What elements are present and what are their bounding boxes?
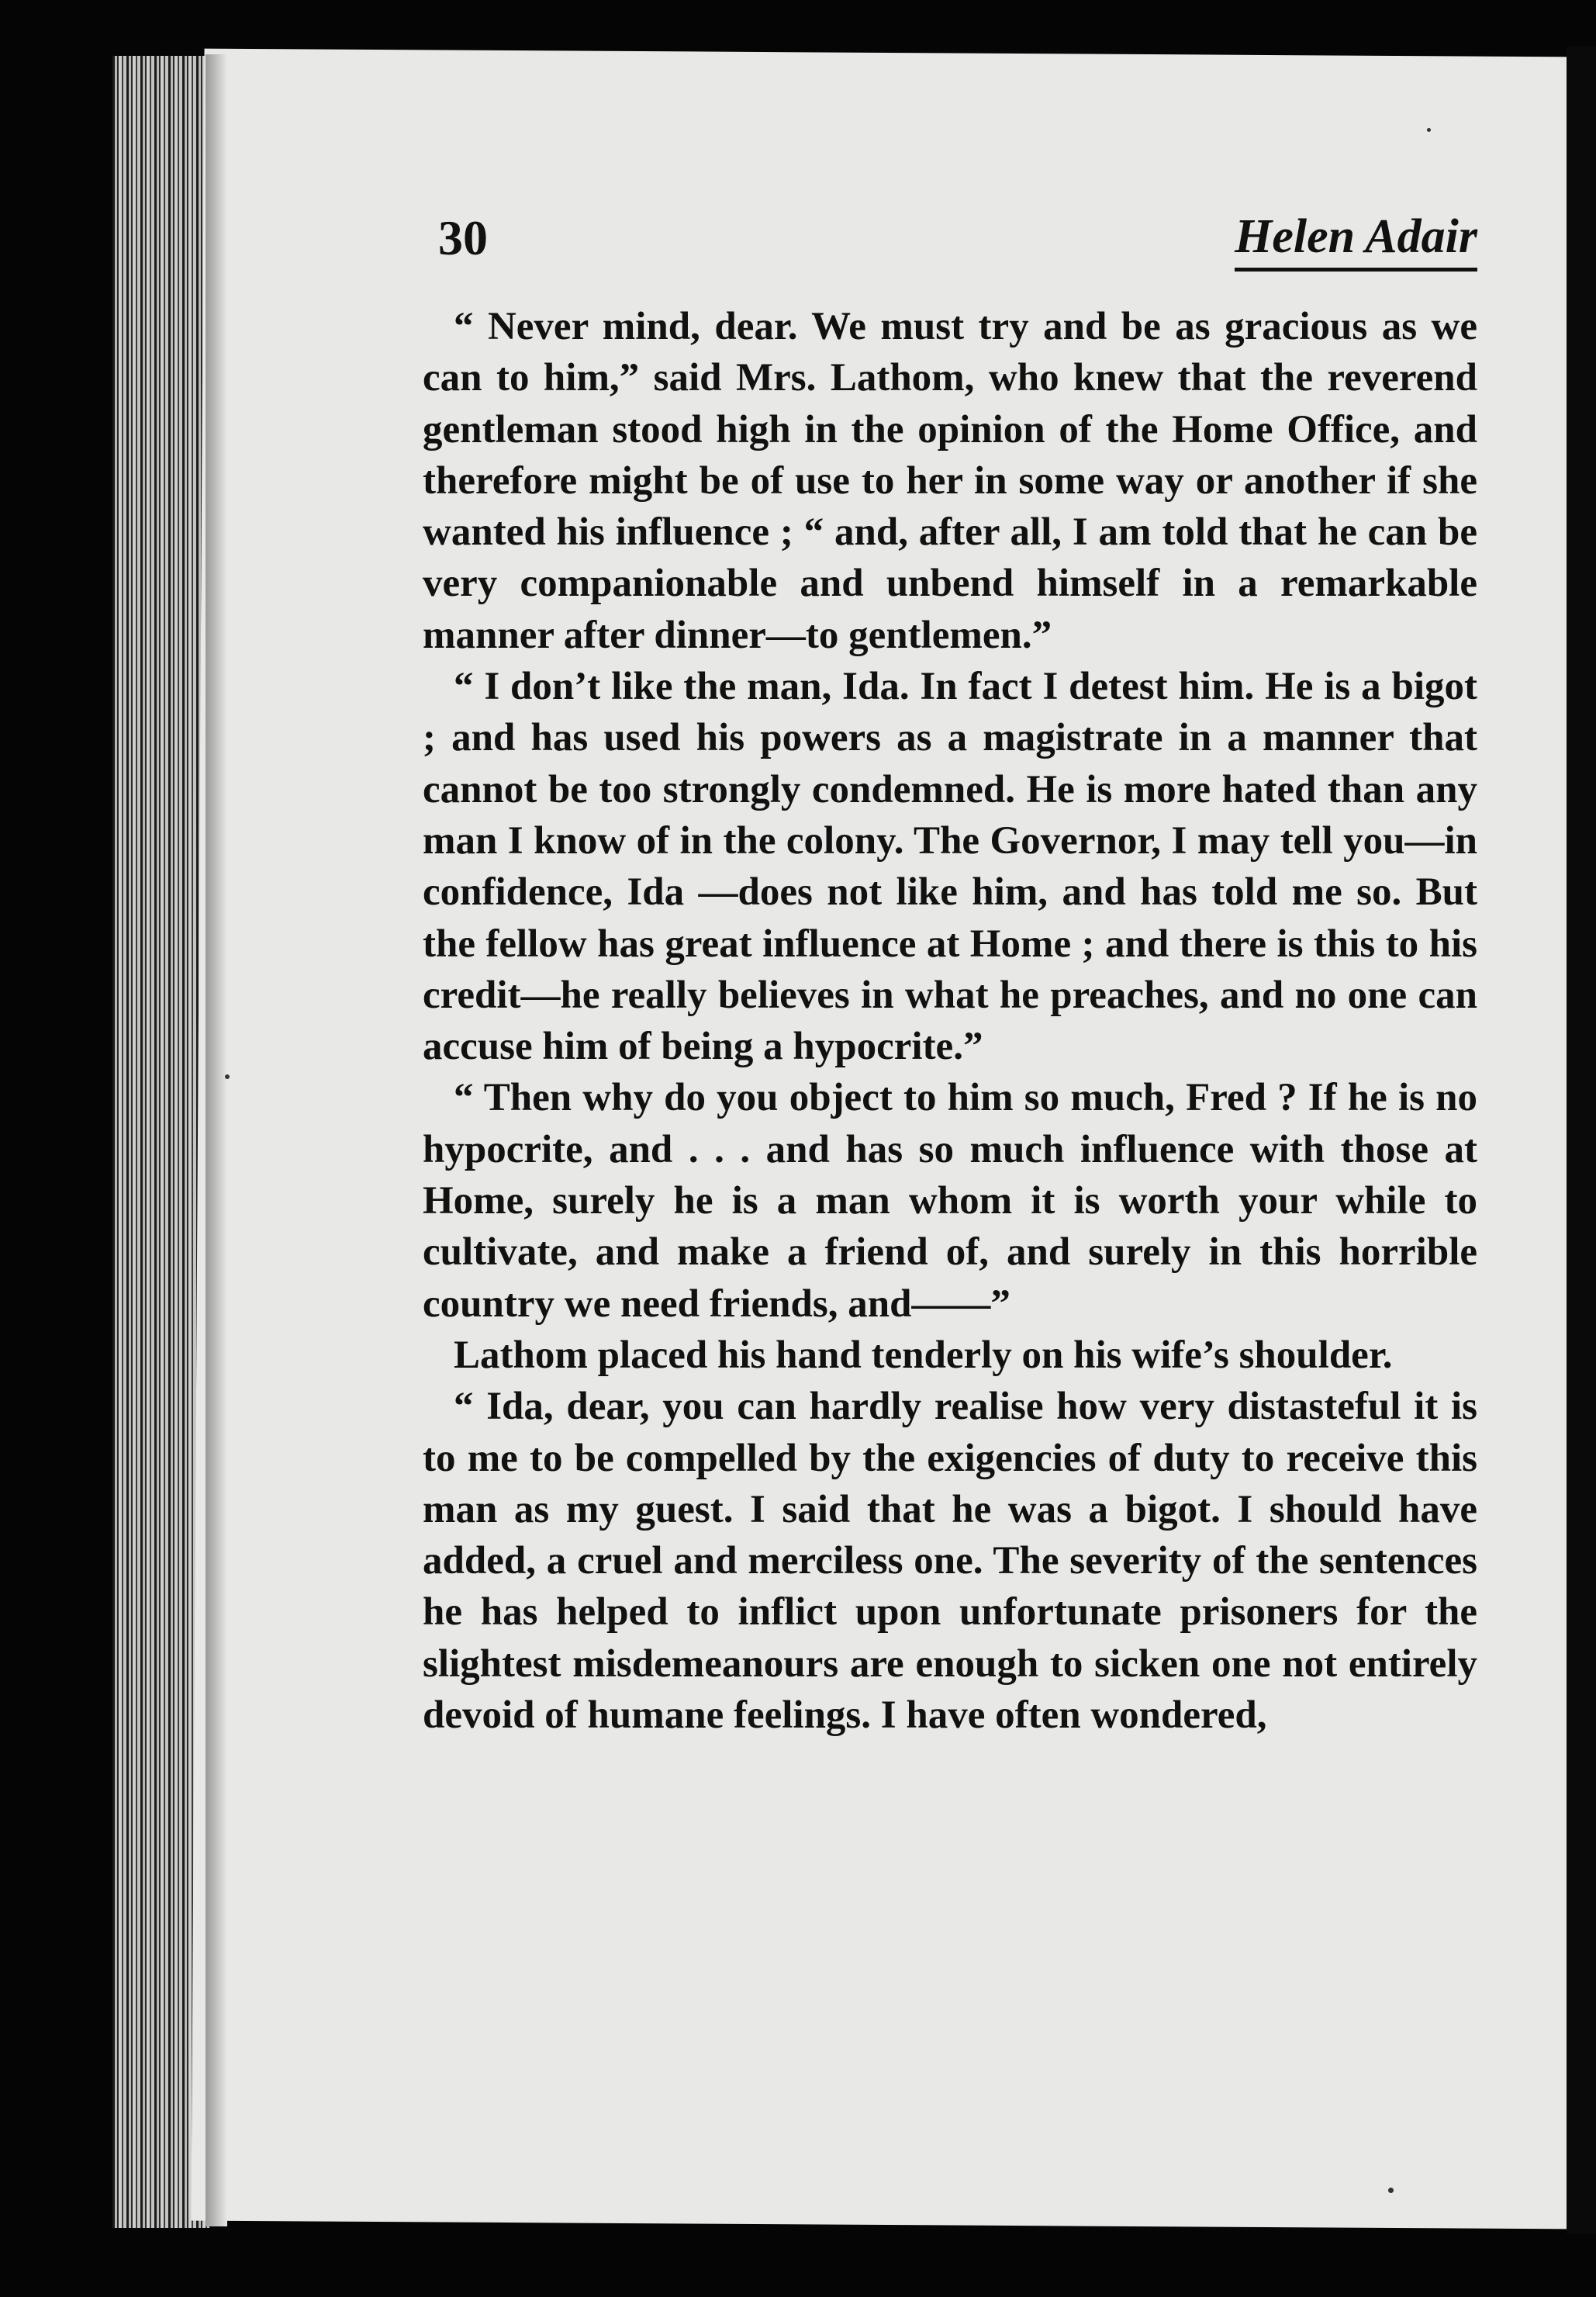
bottom-border — [0, 2234, 1596, 2297]
paragraph: “ I don’t like the man, Ida. In fact I detest him. He is a bigot ; and has used his powers as a magistrate in a manner that cannot be too strongly condemned. He is more hated than any man I know of in the colony. The Governor, I may tell you—in confidence, Ida —does not like him, and has told me so. But the fellow has great influence at Home ; and there is this to his credit—he really believes in what he preaches, and no one can accuse him of being a hypocrite.” — [423, 665, 1477, 1069]
right-page-edge — [1567, 47, 1596, 2265]
page-number: 30 — [438, 210, 488, 265]
paper-speck — [1427, 128, 1431, 132]
paper-speck — [1388, 2188, 1394, 2193]
gutter-shadow — [206, 54, 227, 2226]
paragraph: “ Never mind, dear. We must try and be as gracious as we can to him,” said Mrs. Lathom, who knew that the reverend gentleman stood high in the opinion of the Home Office, and therefore might be of use to her in some way or another if she wanted his influence ; “ and, after all, I am told that he can be very companionable and unbend himself in a remarkable manner after dinner—to gentlemen.” — [423, 305, 1477, 657]
paragraph: “ Ida, dear, you can hardly realise how very distasteful it is to me to be compelled by the exigencies of duty to receive this man as my guest. I said that he was a bigot. I should have added, a cruel and merciless one. The severity of the sentences he has helped to inflict upon unfortunate prisoners for the slightest misdemeanours are enough to sicken one not entirely devoid of humane feelings. I have often wondered, — [423, 1385, 1477, 1738]
paragraph: “ Then why do you object to him so much, Fred ? If he is no hypocrite, and . . . and has so much influence with those at Home, surely he is a man whom it is worth your while to cultivate, and make a friend of, and surely in this horrible country we need friends, and——” — [423, 1076, 1477, 1326]
paper-speck — [225, 1074, 230, 1079]
running-title: Helen Adair — [1235, 209, 1477, 272]
paragraph: Lathom placed his hand tenderly on his wife’s shoulder. — [454, 1333, 1393, 1377]
body-text — [423, 301, 1477, 1741]
page-header — [438, 209, 1477, 279]
